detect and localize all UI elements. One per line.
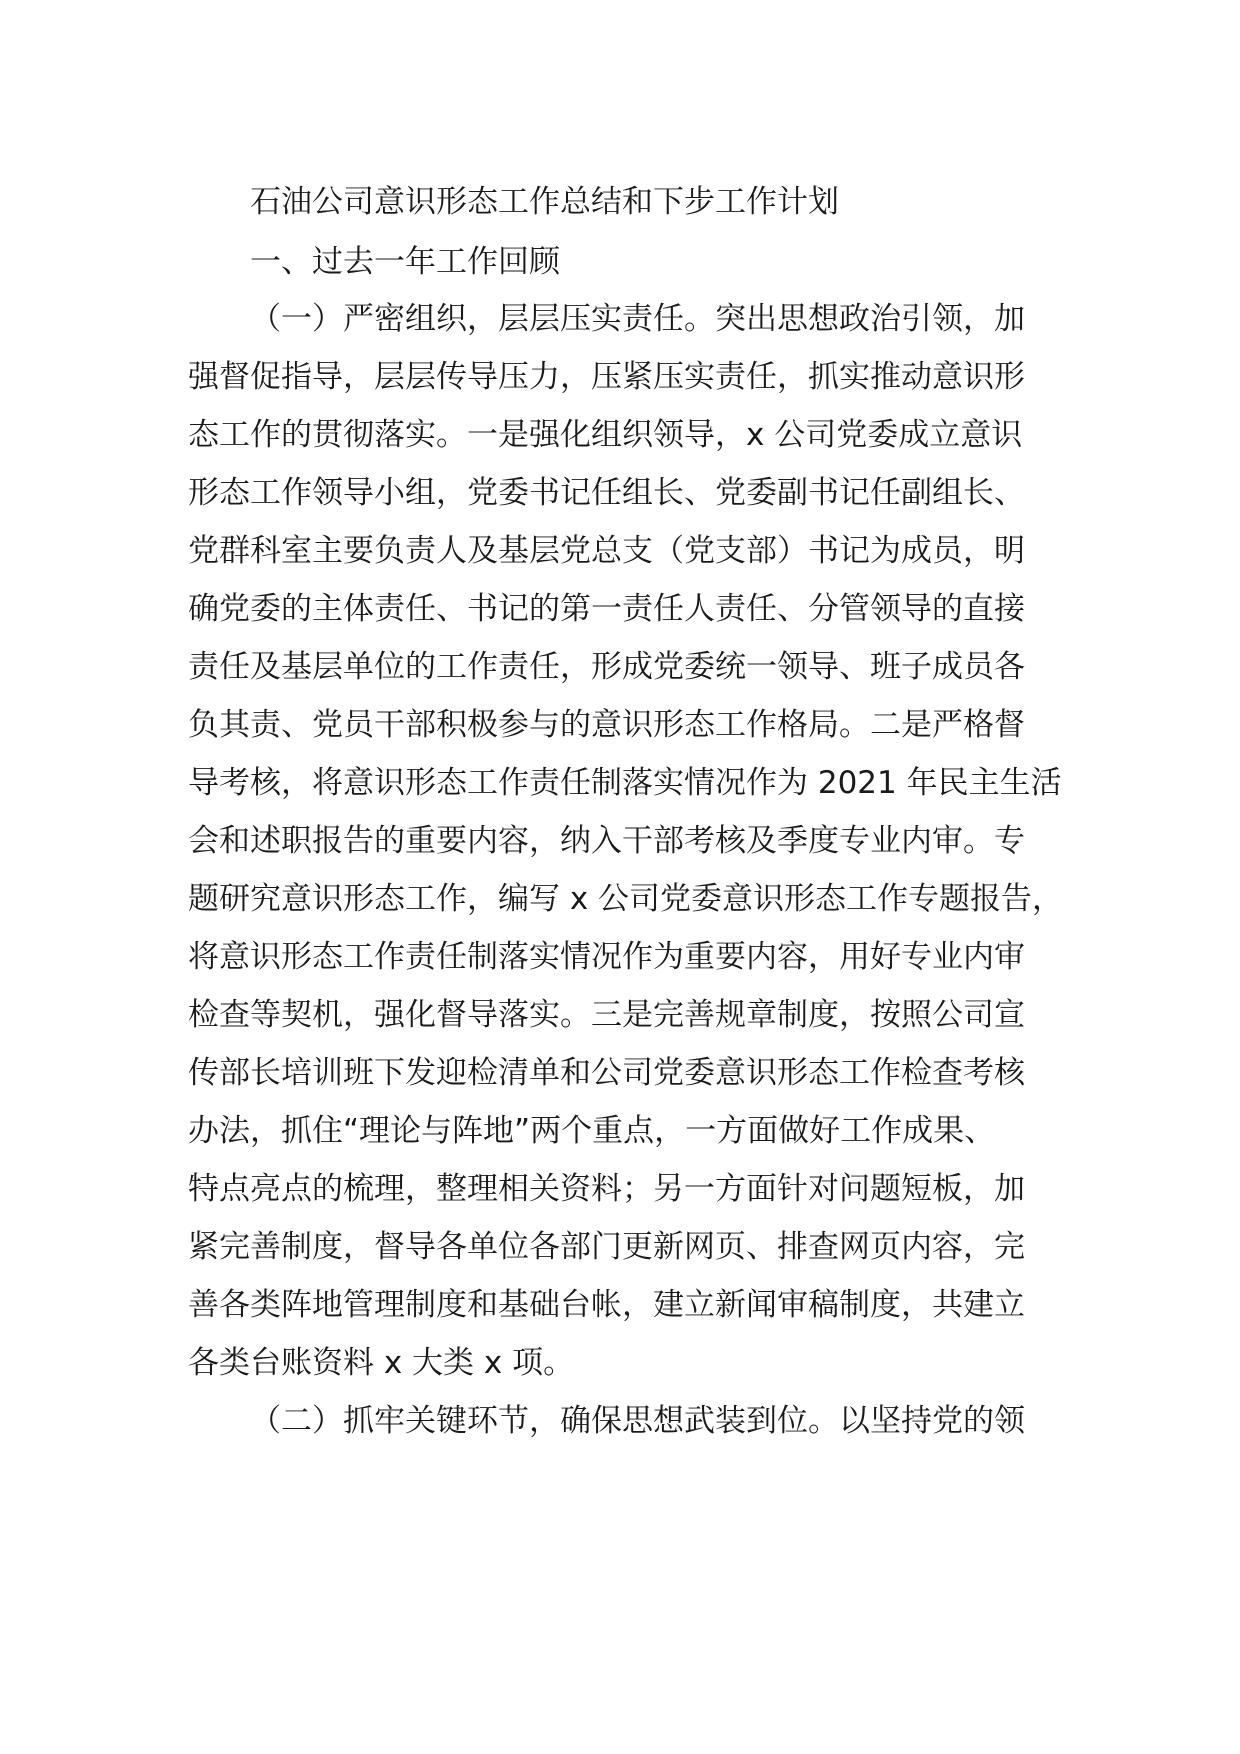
paragraph-line-4: 形态工作领导小组，党委书记任组长、党委副书记任副组长、: [188, 475, 1025, 511]
paragraph-line-13: 检查等契机，强化督导落实。三是完善规章制度，按照公司宣: [188, 997, 1025, 1033]
paragraph-line-18: 善各类阵地管理制度和基础台帐，建立新闻审稿制度，共建立: [188, 1287, 1025, 1323]
paragraph-line-17: 紧完善制度，督导各单位各部门更新网页、排查网页内容，完: [188, 1229, 1025, 1265]
paragraph-line-8: 负其责、党员干部积极参与的意识形态工作格局。二是严格督: [188, 707, 1025, 743]
paragraph-line-10: 会和述职报告的重要内容，纳入干部考核及季度专业内审。专: [188, 823, 1025, 859]
document-title: 石油公司意识形态工作总结和下步工作计划: [250, 184, 839, 220]
paragraph-line-2: 强督促指导，层层传导压力，压紧压实责任，抓实推动意识形: [188, 359, 1025, 395]
paragraph-line-14: 传部长培训班下发迎检清单和公司党委意识形态工作检查考核: [188, 1055, 1025, 1091]
paragraph-line-3: 态工作的贯彻落实。一是强化组织领导，x 公司党委成立意识: [188, 417, 1023, 453]
paragraph-line-9: 导考核，将意识形态工作责任制落实情况作为 2021 年民主生活: [188, 765, 1062, 801]
paragraph-line-15: 办法，抓住“理论与阵地”两个重点，一方面做好工作成果、: [188, 1113, 996, 1149]
paragraph-line-7: 责任及基层单位的工作责任，形成党委统一领导、班子成员各: [188, 649, 1025, 685]
paragraph-line-19: 各类台账资料 x 大类 x 项。: [188, 1345, 575, 1381]
paragraph-line-16: 特点亮点的梳理，整理相关资料；另一方面针对问题短板，加: [188, 1171, 1025, 1207]
paragraph-line-5: 党群科室主要负责人及基层党总支（党支部）书记为成员，明: [188, 533, 1025, 569]
paragraph-line-6: 确党委的主体责任、书记的第一责任人责任、分管领导的直接: [188, 591, 1025, 627]
paragraph-line-20: （二）抓牢关键环节，确保思想武装到位。以坚持党的领: [250, 1403, 1025, 1439]
section-heading: 一、过去一年工作回顾: [250, 244, 560, 280]
paragraph-line-12: 将意识形态工作责任制落实情况作为重要内容，用好专业内审: [188, 939, 1025, 975]
paragraph-line-11: 题研究意识形态工作，编写 x 公司党委意识形态工作专题报告，: [188, 881, 1064, 917]
paragraph-line-1: （一）严密组织，层层压实责任。突出思想政治引领，加: [250, 301, 1025, 337]
